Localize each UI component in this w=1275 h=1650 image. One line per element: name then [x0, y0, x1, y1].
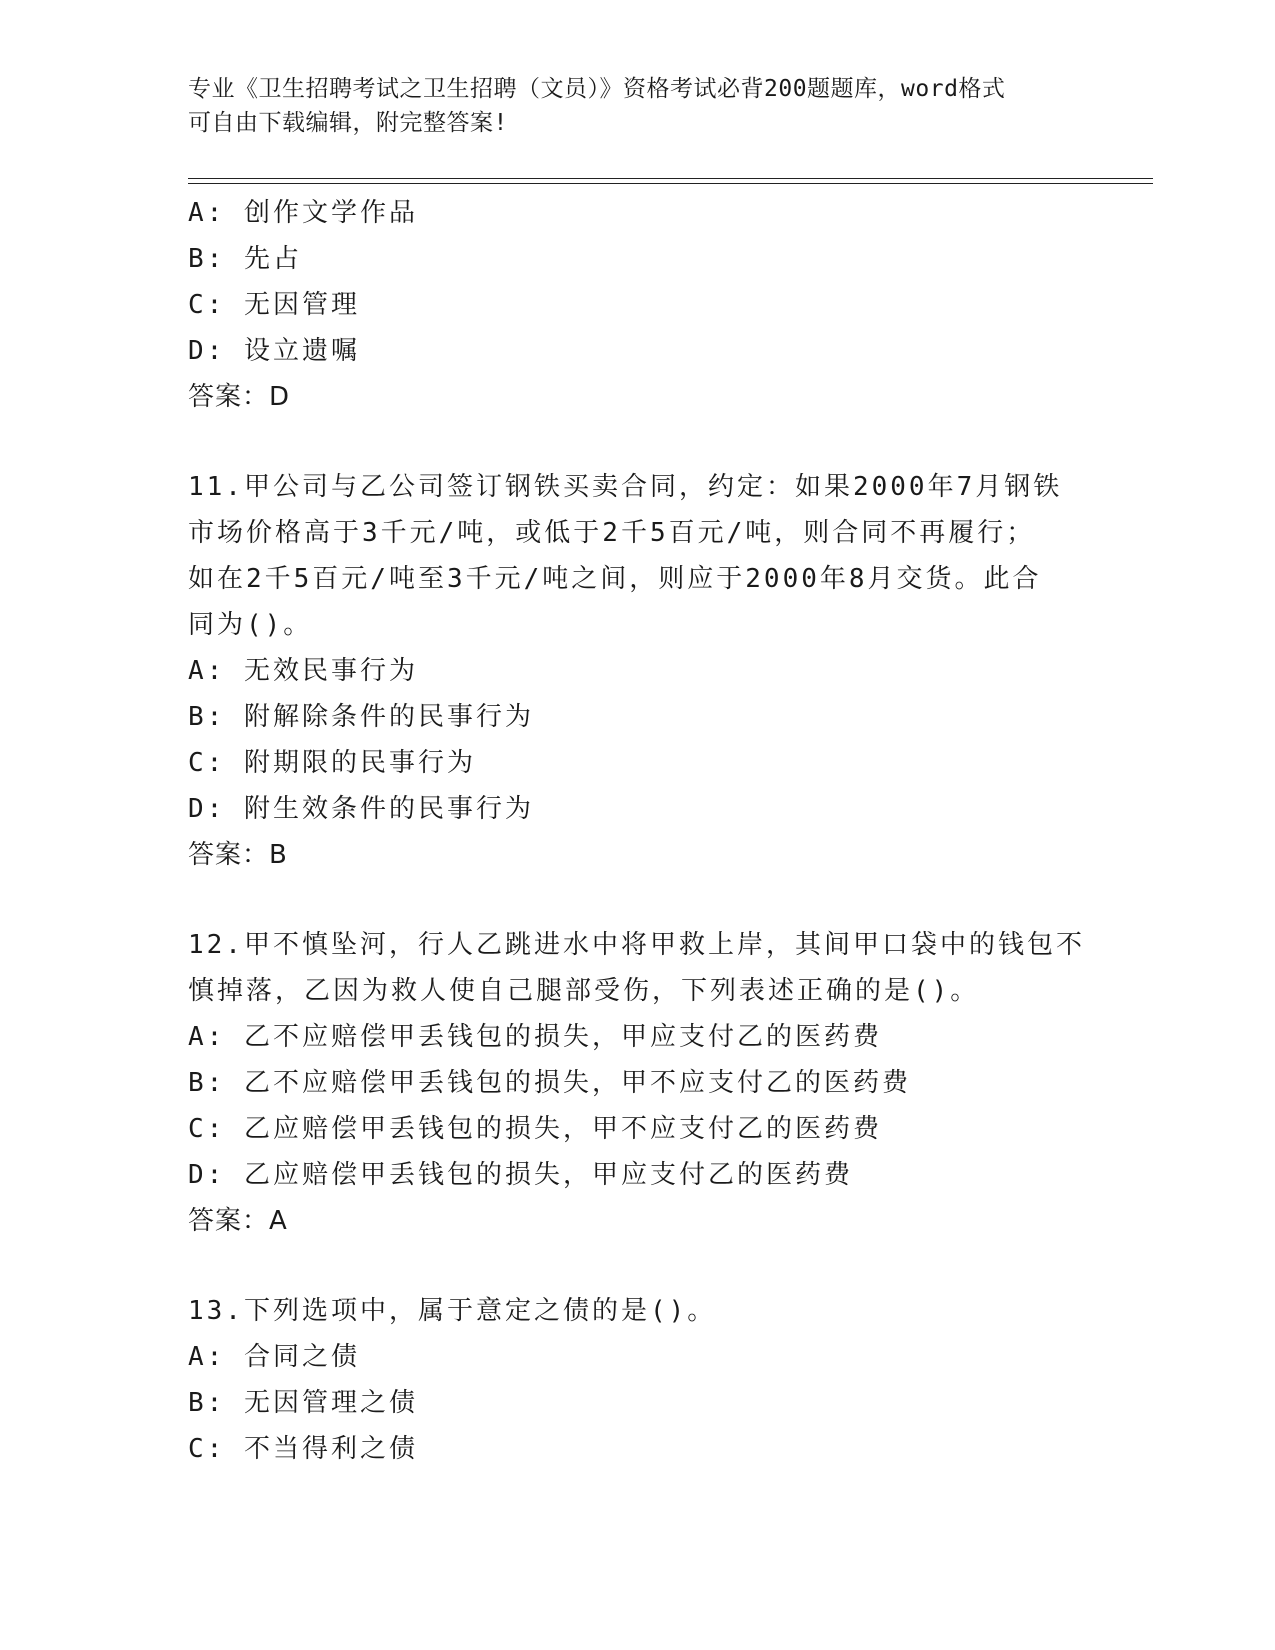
option-a: A: 无效民事行为 [188, 656, 418, 686]
spacer [188, 878, 1088, 922]
option-d: D: 设立遗嘱 [188, 336, 360, 366]
option-b: B: 先占 [188, 244, 302, 274]
question-text [188, 1288, 1088, 1334]
question-line: 市场价格高于3千元/吨，或低于2千5百元/吨，则合同不再履行； [188, 518, 1036, 548]
option-b: B: 乙不应赔偿甲丢钱包的损失，甲不应支付乙的医药费 [188, 1068, 911, 1098]
document-body [188, 190, 1088, 1472]
question-line: 12.甲不慎坠河，行人乙跳进水中将甲救上岸，其间甲口袋中的钱包不 [188, 930, 1085, 960]
question-line: 11.甲公司与乙公司签订钢铁买卖合同，约定：如果2000年7月钢铁 [188, 472, 1063, 502]
header-title-line-2: 可自由下载编辑，附完整答案! [188, 110, 508, 136]
question-13-block [188, 1288, 1088, 1472]
question-line: 如在2千5百元/吨至3千元/吨之间，则应于2000年8月交货。此合 [188, 564, 1042, 594]
option-b: B: 附解除条件的民事行为 [188, 702, 534, 732]
question-text [188, 464, 1088, 648]
spacer [188, 420, 1088, 464]
header-rule-top [188, 178, 1153, 179]
option-a: A: 创作文学作品 [188, 198, 418, 228]
document-header [188, 72, 1068, 140]
answer-line: 答案：D [188, 382, 291, 412]
question-line: 慎掉落，乙因为救人使自己腿部受伤，下列表述正确的是()。 [188, 976, 980, 1006]
option-c: C: 不当得利之债 [188, 1434, 418, 1464]
option-d: D: 附生效条件的民事行为 [188, 794, 534, 824]
question-10-block [188, 190, 1088, 420]
question-line: 13.下列选项中，属于意定之债的是()。 [188, 1296, 717, 1326]
spacer [188, 1244, 1088, 1288]
header-rule-bottom [188, 183, 1153, 184]
option-a: A: 合同之债 [188, 1342, 360, 1372]
header-title-line-1: 专业《卫生招聘考试之卫生招聘（文员）》资格考试必背200题题库，word格式 [188, 76, 1006, 102]
option-d: D: 乙应赔偿甲丢钱包的损失，甲应支付乙的医药费 [188, 1160, 853, 1190]
question-11-block [188, 464, 1088, 878]
option-c: C: 无因管理 [188, 290, 360, 320]
option-a: A: 乙不应赔偿甲丢钱包的损失，甲应支付乙的医药费 [188, 1022, 882, 1052]
option-c: C: 乙应赔偿甲丢钱包的损失，甲不应支付乙的医药费 [188, 1114, 882, 1144]
answer-line: 答案：A [188, 1206, 288, 1236]
answer-line: 答案：B [188, 840, 288, 870]
option-c: C: 附期限的民事行为 [188, 748, 476, 778]
option-b: B: 无因管理之债 [188, 1388, 418, 1418]
question-12-block [188, 922, 1088, 1244]
question-line: 同为()。 [188, 610, 313, 640]
question-text [188, 922, 1088, 1014]
